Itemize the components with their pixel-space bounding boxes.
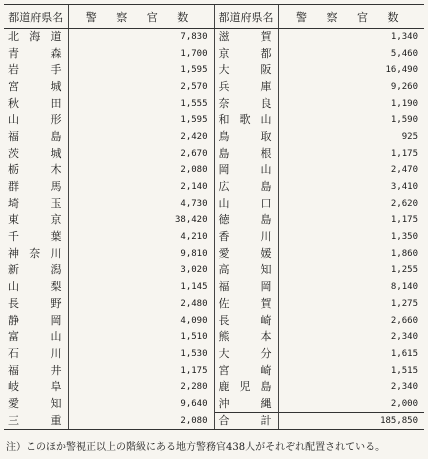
header-count-left: 警 察 官 数 bbox=[68, 5, 214, 29]
prefecture-right-cell: 滋賀 bbox=[214, 29, 278, 46]
header-prefecture-left: 都道府県名 bbox=[4, 5, 68, 29]
prefecture-right-cell: 宮崎 bbox=[214, 362, 278, 379]
prefecture-right-cell: 兵庫 bbox=[214, 79, 278, 96]
prefecture-left-cell: 群馬 bbox=[8, 180, 62, 194]
count-left-cell: 2,480 bbox=[68, 296, 214, 313]
prefecture-right-cell: 島根 bbox=[214, 145, 278, 162]
table-row bbox=[4, 212, 424, 229]
count-right-cell: 1,175 bbox=[278, 145, 424, 162]
count-right-cell: 1,860 bbox=[278, 245, 424, 262]
prefecture-left-cell: 茨城 bbox=[8, 146, 62, 160]
prefecture-right-cell: 京都 bbox=[214, 45, 278, 62]
prefecture-right-cell: 佐賀 bbox=[214, 296, 278, 313]
table-row bbox=[4, 195, 424, 212]
count-left-cell: 1,145 bbox=[68, 279, 214, 296]
prefecture-right-cell: 広島 bbox=[214, 179, 278, 196]
count-left-cell: 2,140 bbox=[68, 179, 214, 196]
prefecture-left-cell: 宮城 bbox=[8, 79, 62, 93]
count-right-cell: 1,275 bbox=[278, 296, 424, 313]
prefecture-left-cell: 新潟 bbox=[8, 263, 62, 277]
count-left-cell: 9,640 bbox=[68, 396, 214, 413]
prefecture-left-cell: 福井 bbox=[8, 363, 62, 377]
count-left-cell: 9,810 bbox=[68, 245, 214, 262]
table-row bbox=[4, 379, 424, 396]
count-right-cell: 1,190 bbox=[278, 95, 424, 112]
table-row bbox=[4, 62, 424, 79]
table-row bbox=[4, 95, 424, 112]
count-left-cell: 4,210 bbox=[68, 229, 214, 246]
table-row bbox=[4, 362, 424, 379]
table-header-row bbox=[4, 5, 424, 29]
count-left-cell: 4,730 bbox=[68, 195, 214, 212]
count-left-cell: 1,510 bbox=[68, 329, 214, 346]
count-right-cell: 2,620 bbox=[278, 195, 424, 212]
count-right-cell: 3,410 bbox=[278, 179, 424, 196]
count-right-cell: 2,340 bbox=[278, 329, 424, 346]
table-row bbox=[4, 346, 424, 363]
prefecture-right-cell: 熊本 bbox=[214, 329, 278, 346]
table-row bbox=[4, 162, 424, 179]
table-row bbox=[4, 412, 424, 429]
prefecture-left-cell: 愛知 bbox=[8, 396, 62, 410]
count-left-cell: 1,530 bbox=[68, 346, 214, 363]
count-right-cell: 2,660 bbox=[278, 312, 424, 329]
prefecture-left-cell: 山梨 bbox=[8, 280, 62, 294]
count-right-cell: 925 bbox=[278, 129, 424, 146]
prefecture-left-cell: 山形 bbox=[8, 113, 62, 127]
count-left-cell: 1,595 bbox=[68, 112, 214, 129]
table-row bbox=[4, 229, 424, 246]
prefecture-right-cell: 山口 bbox=[214, 195, 278, 212]
count-right-cell: 5,460 bbox=[278, 45, 424, 62]
count-right-cell: 8,140 bbox=[278, 279, 424, 296]
count-right-cell: 1,515 bbox=[278, 362, 424, 379]
total-value-cell: 185,850 bbox=[278, 412, 424, 429]
table-row bbox=[4, 129, 424, 146]
count-right-cell: 9,260 bbox=[278, 79, 424, 96]
count-right-cell: 1,340 bbox=[278, 29, 424, 46]
prefecture-left-cell: 長野 bbox=[8, 296, 62, 310]
prefecture-left-cell: 東京 bbox=[8, 213, 62, 227]
count-left-cell: 4,090 bbox=[68, 312, 214, 329]
prefecture-right-cell: 沖縄 bbox=[214, 396, 278, 413]
prefecture-left-cell: 秋田 bbox=[8, 96, 62, 110]
count-left-cell: 2,420 bbox=[68, 129, 214, 146]
count-right-cell: 16,490 bbox=[278, 62, 424, 79]
count-right-cell: 1,615 bbox=[278, 346, 424, 363]
count-right-cell: 1,255 bbox=[278, 262, 424, 279]
prefecture-left-cell: 栃木 bbox=[8, 163, 62, 177]
table-row bbox=[4, 396, 424, 413]
count-right-cell: 2,470 bbox=[278, 162, 424, 179]
count-right-cell: 1,350 bbox=[278, 229, 424, 246]
prefecture-left-cell: 神奈川 bbox=[8, 246, 62, 260]
count-right-cell: 1,590 bbox=[278, 112, 424, 129]
prefecture-left-cell: 岐阜 bbox=[8, 380, 62, 394]
table-row bbox=[4, 279, 424, 296]
prefecture-left-cell: 埼玉 bbox=[8, 196, 62, 210]
count-right-cell: 2,340 bbox=[278, 379, 424, 396]
prefecture-right-cell: 和歌山 bbox=[214, 112, 278, 129]
table-row bbox=[4, 329, 424, 346]
prefecture-right-cell: 鹿児島 bbox=[214, 379, 278, 396]
count-left-cell: 1,555 bbox=[68, 95, 214, 112]
table-row bbox=[4, 45, 424, 62]
prefecture-right-cell: 高知 bbox=[214, 262, 278, 279]
prefecture-left-cell: 千葉 bbox=[8, 230, 62, 244]
count-left-cell: 2,670 bbox=[68, 145, 214, 162]
prefecture-right-cell: 岡山 bbox=[214, 162, 278, 179]
count-left-cell: 2,280 bbox=[68, 379, 214, 396]
prefecture-right-cell: 鳥取 bbox=[214, 129, 278, 146]
count-right-cell: 1,175 bbox=[278, 212, 424, 229]
table-row bbox=[4, 29, 424, 46]
header-count-right: 警 察 官 数 bbox=[278, 5, 424, 29]
prefecture-left-cell: 三重 bbox=[4, 412, 68, 429]
prefecture-left-cell: 岩手 bbox=[8, 63, 62, 77]
count-left-cell: 38,420 bbox=[68, 212, 214, 229]
footnote: 注）このほか警視正以上の階級にある地方警務官438人がそれぞれ配置されている。 bbox=[6, 442, 386, 453]
table-row bbox=[4, 145, 424, 162]
prefecture-right-cell: 徳島 bbox=[214, 212, 278, 229]
table-row bbox=[4, 79, 424, 96]
police-count-table-container bbox=[4, 4, 424, 430]
count-left-cell: 2,080 bbox=[68, 162, 214, 179]
total-label-cell: 合計 bbox=[214, 412, 278, 429]
count-left-cell: 7,830 bbox=[68, 29, 214, 46]
prefecture-left-cell: 青森 bbox=[8, 46, 62, 60]
prefecture-left-cell: 石川 bbox=[8, 346, 62, 360]
table-row bbox=[4, 262, 424, 279]
table-row bbox=[4, 179, 424, 196]
count-left-cell: 1,700 bbox=[68, 45, 214, 62]
table-row bbox=[4, 112, 424, 129]
count-left-cell: 2,570 bbox=[68, 79, 214, 96]
prefecture-left-cell: 富山 bbox=[8, 330, 62, 344]
table-row bbox=[4, 296, 424, 313]
prefecture-left-cell: 静岡 bbox=[8, 313, 62, 327]
prefecture-right-cell: 奈良 bbox=[214, 95, 278, 112]
prefecture-right-cell: 大分 bbox=[214, 346, 278, 363]
prefecture-right-cell: 長崎 bbox=[214, 312, 278, 329]
prefecture-right-cell: 大阪 bbox=[214, 62, 278, 79]
prefecture-right-cell: 香川 bbox=[214, 229, 278, 246]
count-left-cell: 1,595 bbox=[68, 62, 214, 79]
police-count-table bbox=[4, 4, 424, 430]
table-body bbox=[4, 29, 424, 430]
prefecture-left-cell: 北海道 bbox=[8, 30, 62, 44]
count-left-cell: 3,020 bbox=[68, 262, 214, 279]
table-row bbox=[4, 245, 424, 262]
count-left-cell: 1,175 bbox=[68, 362, 214, 379]
prefecture-right-cell: 愛媛 bbox=[214, 245, 278, 262]
count-left-cell: 2,080 bbox=[68, 412, 214, 429]
table-row bbox=[4, 312, 424, 329]
prefecture-left-cell: 福島 bbox=[8, 129, 62, 143]
prefecture-right-cell: 福岡 bbox=[214, 279, 278, 296]
header-prefecture-right: 都道府県名 bbox=[214, 5, 278, 29]
count-right-cell: 2,000 bbox=[278, 396, 424, 413]
